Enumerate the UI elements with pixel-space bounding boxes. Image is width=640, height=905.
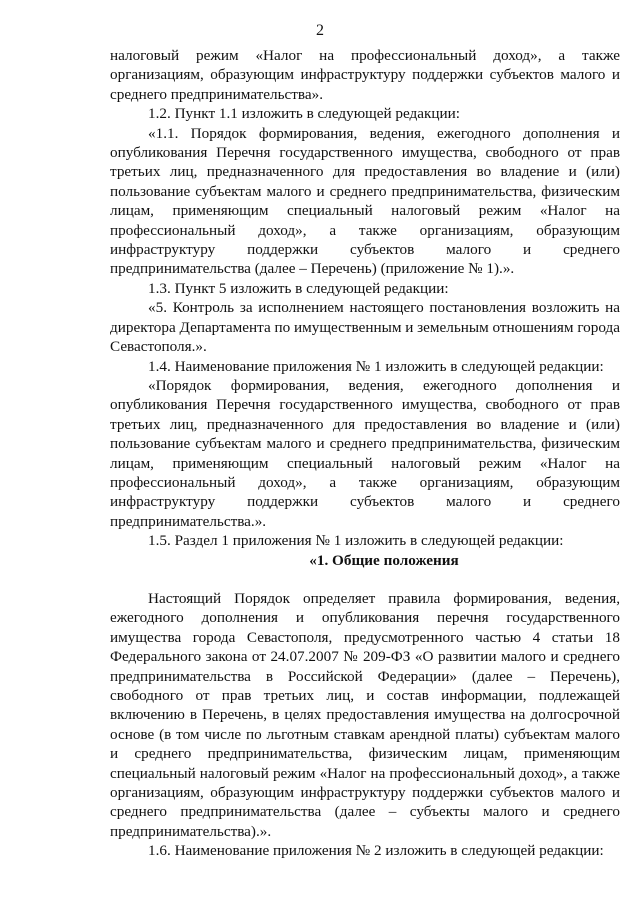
paragraph-continuation: налоговый режим «Налог на профессиональный доход», а также организациям, образующим инфраструктуру поддержки субъектов малого и среднего предпринимательства». — [110, 47, 620, 103]
paragraph-general-provisions: Настоящий Порядок определяет правила формирования, ведения, ежегодного дополнения и опубликования перечня государственного имущества города Севастополя, предусмотренного частью 4 статьи 18 Федерального закона от 24.07.2007 № 209-ФЗ «О развитии малого и среднего предпринимательства в Российской Федерации» (далее – Перечень), свободного от прав третьих лиц, и состав информации, подлежащей включению в Перечень, в целях предоставления имущества на долгосрочной основе (в том числе по льготным ставкам арендной платы) субъектам малого и среднего предпринимательства, физическим лицам, применяющим специальный налоговый режим «Налог на профессиональный доход», а также организациям, образующим инфраструктуру поддержки субъектов малого и среднего предпринимательства (далее – субъекты малого и среднего предпринимательства).». — [110, 589, 620, 840]
spacer — [110, 570, 620, 589]
paragraph-item-1-4: 1.4. Наименование приложения № 1 изложить в следующей редакции: — [148, 357, 604, 375]
paragraph-quote-5: «5. Контроль за исполнением настоящего постановления возложить на директора Департамента по имущественным и земельным отношениям города Севастополя.». — [110, 299, 620, 356]
paragraph-item-1-3: 1.3. Пункт 5 изложить в следующей редакции: — [148, 279, 449, 297]
section-heading: «1. Общие положения — [309, 551, 459, 569]
paragraph-quote-order: «Порядок формирования, ведения, ежегодного дополнения и опубликования Перечня государственного имущества, свободного от прав третьих лиц, предназначенного для предоставления во владение и (или) пользование субъектам малого и среднего предпринимательства, физическим лицам, применяющим специальный налоговый режим «Налог на профессиональный доход», а также организациям, образующим инфраструктуру поддержки субъектов малого и среднего предпринимательства.». — [110, 376, 620, 530]
document-body — [110, 46, 620, 861]
paragraph-quote-1-1: «1.1. Порядок формирования, ведения, ежегодного дополнения и опубликования Перечня государственного имущества, свободного от прав третьих лиц, предназначенного для предоставления во владение и (или) пользование субъектам малого и среднего предпринимательства, физическим лицам, применяющим специальный налоговый режим «Налог на профессиональный доход», а также организациям, образующим инфраструктуру поддержки субъектов малого и среднего предпринимательства (далее – Перечень) (приложение № 1).». — [110, 124, 620, 278]
page-number: 2 — [316, 22, 324, 39]
paragraph-item-1-5: 1.5. Раздел 1 приложения № 1 изложить в следующей редакции: — [148, 532, 564, 550]
paragraph-item-1-2: 1.2. Пункт 1.1 изложить в следующей редакции: — [148, 105, 461, 123]
paragraph-item-1-6: 1.6. Наименование приложения № 2 изложить в следующей редакции: — [148, 842, 604, 860]
